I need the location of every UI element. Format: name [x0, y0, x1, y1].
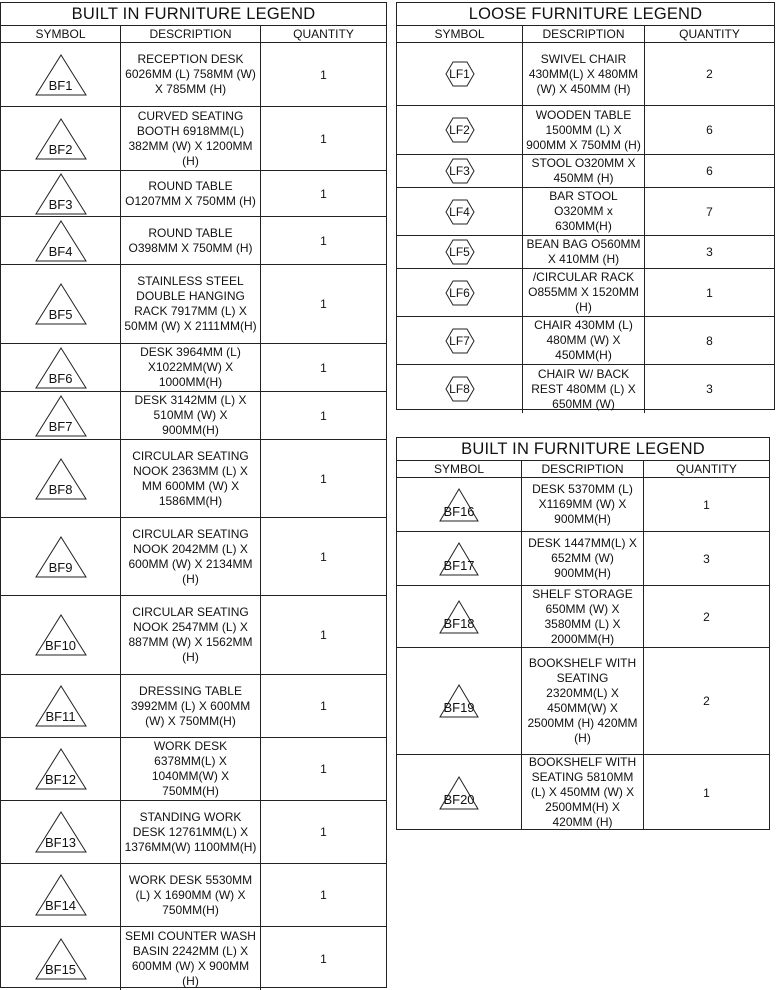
triangle-symbol-icon: [35, 173, 87, 215]
left-legend-title: BUILT IN FURNITURE LEGEND: [1, 3, 386, 26]
description-cell: ROUND TABLE O1207MM X 750MM (H): [121, 171, 261, 216]
hexagon-symbol-icon: [445, 239, 475, 265]
quantity-cell: 6: [706, 164, 713, 178]
right-legend-title: BUILT IN FURNITURE LEGEND: [397, 438, 769, 461]
loose-legend-header-row: [397, 26, 774, 43]
symbol-code: BF6: [48, 370, 73, 386]
symbol-cell: [397, 586, 522, 647]
symbol-code: LF8: [449, 382, 470, 396]
table-row: [1, 344, 386, 392]
symbol-code: BF3: [48, 196, 73, 212]
description-cell: CIRCULAR SEATING NOOK 2547MM (L) X 887MM (W) X 1562MM (H): [121, 596, 261, 674]
table-row: [1, 440, 386, 518]
description-cell: RECEPTION DESK 6026MM (L) 758MM (W) X 785MM (H): [121, 43, 261, 106]
symbol-cell: [397, 648, 522, 754]
symbol-cell: [1, 927, 121, 990]
description-cell: ROUND TABLE O398MM X 750MM (H): [121, 217, 261, 264]
symbol-code: LF3: [449, 164, 470, 178]
hexagon-symbol-icon: [445, 376, 475, 402]
quantity-cell: 2: [703, 609, 710, 624]
table-row: [1, 675, 386, 738]
symbol-code: BF4: [48, 243, 73, 259]
description-cell: BOOKSHELF WITH SEATING 5810MM (L) X 450MM (W) X 2500MM(H) X 420MM (H): [522, 755, 644, 830]
symbol-code: BF11: [45, 709, 76, 724]
symbol-code: BF2: [48, 141, 73, 157]
description-cell: DESK 1447MM(L) X 652MM (W) 900MM(H): [522, 532, 644, 585]
triangle-symbol-icon: [35, 458, 87, 500]
symbol-cell: [1, 440, 121, 517]
triangle-symbol-icon: [35, 811, 87, 853]
symbol-code: BF1: [48, 77, 73, 93]
symbol-cell: [1, 171, 121, 216]
symbol-header: SYMBOL: [397, 26, 523, 42]
triangle-symbol-icon: [35, 395, 87, 437]
symbol-cell: [1, 344, 121, 391]
symbol-cell: [397, 755, 522, 830]
built-in-legend-table: [0, 2, 387, 988]
description-cell: SWIVEL CHAIR 430MM(L) X 480MM (W) X 450MM (H): [523, 43, 645, 105]
hexagon-symbol-icon: [445, 117, 475, 143]
description-cell: STAINLESS STEEL DOUBLE HANGING RACK 7917MM (L) X 50MM (W) X 2111MM(H): [121, 265, 261, 343]
table-row: [397, 188, 774, 236]
triangle-symbol-icon: [439, 600, 479, 634]
triangle-symbol-icon: [35, 614, 87, 656]
table-row: [397, 106, 774, 155]
quantity-cell: 1: [320, 762, 327, 776]
symbol-code: LF6: [449, 285, 470, 300]
quantity-cell: 1: [320, 297, 327, 311]
description-cell: CIRCULAR SEATING NOOK 2363MM (L) X MM 600MM (W) X 1586MM(H): [121, 440, 261, 517]
symbol-cell: [397, 236, 523, 268]
triangle-symbol-icon: [35, 347, 87, 389]
description-cell: DESK 3142MM (L) X 510MM (W) X 900MM(H): [121, 392, 261, 439]
symbol-cell: [397, 532, 522, 585]
symbol-code: BF18: [443, 615, 475, 631]
table-row: [1, 596, 386, 675]
table-row: [1, 217, 386, 265]
table-row: [397, 43, 774, 106]
table-row: [397, 478, 769, 532]
quantity-cell: 1: [706, 285, 713, 300]
symbol-cell: [397, 155, 523, 187]
table-row: [1, 265, 386, 344]
description-header: DESCRIPTION: [523, 26, 645, 42]
quantity-cell: 1: [320, 549, 327, 564]
symbol-cell: [1, 265, 121, 343]
symbol-cell: [1, 801, 121, 863]
symbol-code: LF2: [449, 123, 470, 137]
symbol-cell: [1, 738, 121, 800]
quantity-cell: 7: [706, 204, 713, 219]
table-row: [397, 365, 774, 413]
quantity-cell: 1: [320, 233, 327, 248]
table-row: [1, 392, 386, 440]
table-row: [1, 864, 386, 927]
quantity-cell: 1: [320, 888, 327, 902]
table-row: [397, 269, 774, 317]
symbol-cell: [397, 365, 523, 413]
symbol-code: BF16: [443, 503, 475, 519]
table-row: [1, 43, 386, 107]
symbol-header: SYMBOL: [1, 26, 121, 42]
symbol-code: BF5: [48, 307, 73, 322]
symbol-code: LF5: [449, 245, 470, 259]
symbol-cell: [397, 43, 523, 105]
description-cell: WORK DESK 6378MM(L) X 1040MM(W) X 750MM(H): [121, 738, 261, 800]
quantity-cell: 1: [320, 186, 327, 201]
table-row: [1, 107, 386, 171]
description-cell: STANDING WORK DESK 12761MM(L) X 1376MM(W) 1100MM(H): [121, 801, 261, 863]
table-row: [397, 755, 769, 830]
hexagon-symbol-icon: [445, 61, 475, 87]
triangle-symbol-icon: [35, 536, 87, 578]
quantity-cell: 2: [703, 694, 710, 708]
table-row: [1, 738, 386, 801]
quantity-cell: 1: [320, 628, 327, 642]
symbol-cell: [397, 188, 523, 235]
triangle-symbol-icon: [35, 748, 87, 790]
symbol-code: BF17: [443, 557, 475, 573]
description-cell: CURVED SEATING BOOTH 6918MM(L) 382MM (W) X 1200MM (H): [121, 107, 261, 170]
description-cell: BAR STOOL O320MM x 630MM(H): [523, 188, 645, 235]
built-in-legend-table-2: [396, 437, 770, 830]
symbol-code: BF12: [44, 772, 77, 787]
description-cell: /CIRCULAR RACK O855MM X 1520MM (H): [523, 269, 645, 316]
table-row: [1, 927, 386, 990]
description-header: DESCRIPTION: [121, 26, 261, 42]
quantity-cell: 1: [320, 699, 327, 713]
symbol-code: LF1: [449, 67, 470, 81]
quantity-cell: 1: [320, 131, 327, 146]
description-cell: SEMI COUNTER WASH BASIN 2242MM (L) X 600MM (W) X 900MM (H): [121, 927, 261, 990]
quantity-cell: 1: [320, 471, 327, 486]
description-cell: WOODEN TABLE 1500MM (L) X 900MM X 750MM (H): [523, 106, 645, 154]
triangle-symbol-icon: [439, 684, 479, 718]
quantity-header: QUANTITY: [676, 462, 737, 476]
loose-furniture-legend-table: [396, 2, 775, 410]
quantity-cell: 1: [320, 951, 327, 966]
description-cell: DESK 5370MM (L) X1169MM (W) X 900MM(H): [522, 478, 644, 531]
left-legend-header-row: [1, 26, 386, 43]
description-header: DESCRIPTION: [522, 461, 644, 477]
symbol-code: BF20: [443, 791, 475, 807]
symbol-code: BF13: [44, 835, 77, 850]
triangle-symbol-icon: [439, 776, 479, 810]
table-row: [1, 171, 386, 217]
symbol-cell: [397, 106, 523, 154]
table-row: [397, 236, 774, 269]
quantity-cell: 6: [706, 123, 713, 137]
triangle-symbol-icon: [35, 54, 87, 96]
table-row: [397, 317, 774, 365]
table-row: [397, 155, 774, 188]
description-cell: DESK 3964MM (L) X1022MM(W) X 1000MM(H): [121, 344, 261, 391]
quantity-cell: 3: [706, 245, 713, 259]
loose-legend-title: LOOSE FURNITURE LEGEND: [397, 3, 774, 26]
symbol-cell: [1, 518, 121, 595]
triangle-symbol-icon: [439, 542, 479, 576]
symbol-cell: [397, 317, 523, 364]
symbol-header: SYMBOL: [397, 461, 522, 477]
triangle-symbol-icon: [35, 938, 87, 980]
hexagon-symbol-icon: [445, 280, 475, 306]
symbol-cell: [1, 596, 121, 674]
table-row: [397, 648, 769, 755]
quantity-cell: 1: [320, 360, 327, 375]
table-row: [397, 586, 769, 648]
description-cell: CIRCULAR SEATING NOOK 2042MM (L) X 600MM (W) X 2134MM (H): [121, 518, 261, 595]
quantity-cell: 1: [703, 497, 710, 512]
triangle-symbol-icon: [35, 874, 87, 916]
symbol-code: LF4: [449, 204, 470, 219]
symbol-cell: [1, 107, 121, 170]
symbol-code: BF8: [48, 481, 73, 497]
symbol-code: LF7: [449, 333, 470, 348]
description-cell: CHAIR W/ BACK REST 480MM (L) X 650MM (W): [523, 365, 645, 413]
right-legend-header-row: [397, 461, 769, 478]
symbol-cell: [1, 43, 121, 106]
table-row: [397, 532, 769, 586]
description-cell: STOOL O320MM X 450MM (H): [523, 155, 645, 187]
symbol-cell: [1, 217, 121, 264]
description-cell: BOOKSHELF WITH SEATING 2320MM(L) X 450MM(W) X 2500MM (H) 420MM (H): [522, 648, 644, 754]
triangle-symbol-icon: [35, 283, 87, 325]
symbol-cell: [397, 269, 523, 316]
quantity-cell: 1: [320, 825, 327, 839]
symbol-cell: [1, 392, 121, 439]
triangle-symbol-icon: [439, 488, 479, 522]
description-cell: SHELF STORAGE 650MM (W) X 3580MM (L) X 2000MM(H): [522, 586, 644, 647]
quantity-cell: 1: [320, 408, 327, 423]
symbol-code: BF19: [443, 700, 475, 715]
symbol-cell: [1, 864, 121, 926]
quantity-cell: 8: [706, 333, 713, 348]
quantity-cell: 2: [706, 67, 713, 81]
triangle-symbol-icon: [35, 685, 87, 727]
description-cell: DRESSING TABLE 3992MM (L) X 600MM (W) X 750MM(H): [121, 675, 261, 737]
quantity-cell: 1: [320, 67, 327, 82]
quantity-cell: 3: [703, 551, 710, 566]
hexagon-symbol-icon: [445, 158, 475, 184]
triangle-symbol-icon: [35, 118, 87, 160]
symbol-code: BF7: [48, 418, 73, 434]
quantity-cell: 1: [703, 785, 710, 800]
quantity-header: QUANTITY: [679, 27, 740, 41]
table-row: [1, 801, 386, 864]
quantity-cell: 3: [706, 382, 713, 396]
table-row: [1, 518, 386, 596]
triangle-symbol-icon: [35, 220, 87, 262]
symbol-code: BF9: [48, 559, 73, 575]
symbol-cell: [397, 478, 522, 531]
quantity-header: QUANTITY: [293, 27, 354, 41]
hexagon-symbol-icon: [445, 199, 475, 225]
symbol-code: BF10: [44, 638, 77, 653]
symbol-code: BF15: [44, 961, 77, 977]
symbol-code: BF14: [44, 898, 77, 913]
symbol-cell: [1, 675, 121, 737]
description-cell: CHAIR 430MM (L) 480MM (W) X 450MM(H): [523, 317, 645, 364]
description-cell: WORK DESK 5530MM (L) X 1690MM (W) X 750MM(H): [121, 864, 261, 926]
hexagon-symbol-icon: [445, 328, 475, 354]
description-cell: BEAN BAG O560MM X 410MM (H): [523, 236, 645, 268]
